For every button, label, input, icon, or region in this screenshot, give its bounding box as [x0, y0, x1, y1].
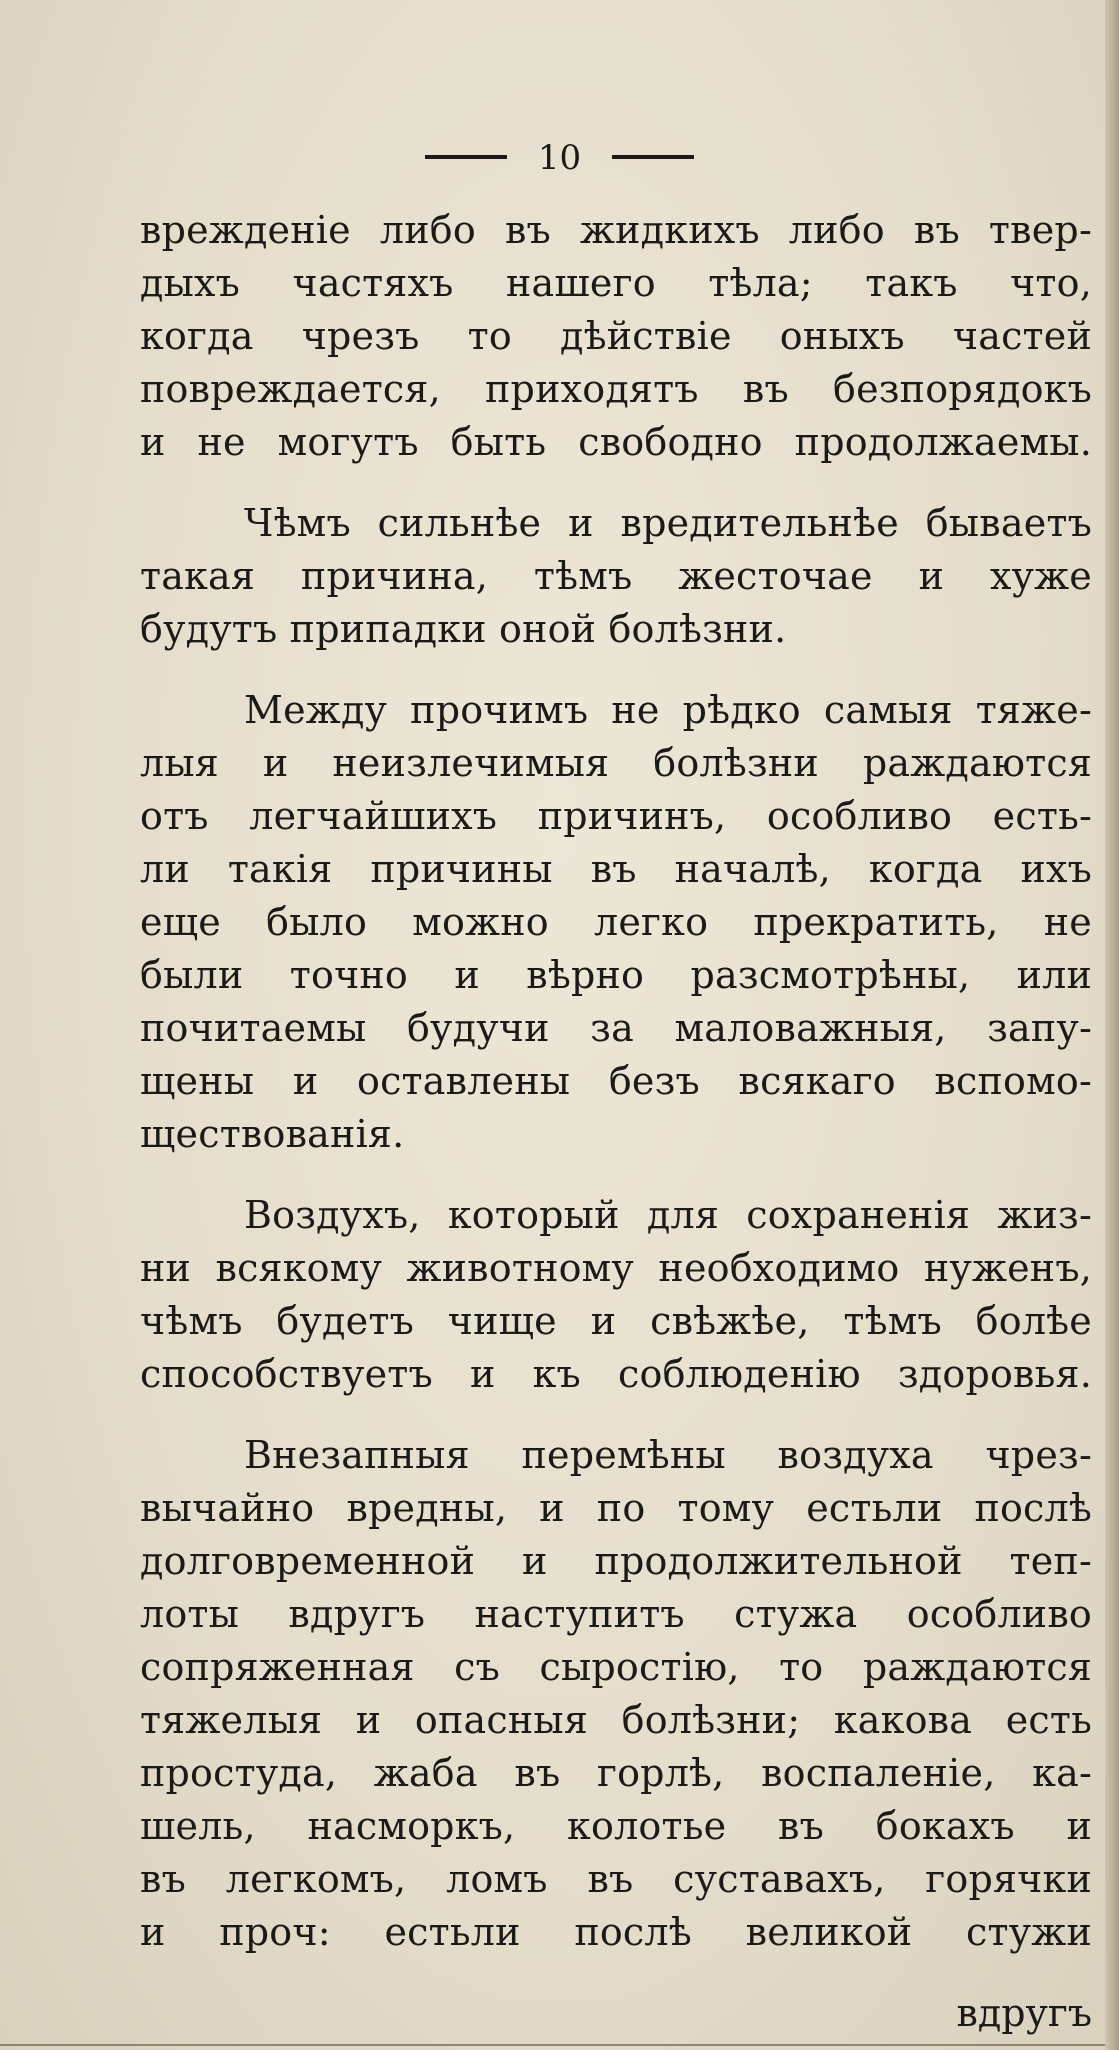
text-line: и не могутъ быть свободно продолжаемы. [140, 420, 1092, 464]
text-line: въ легкомъ, ломъ въ суставахъ, горячки [140, 1857, 1092, 1901]
text-line: шель, насморкъ, колотье въ бокахъ и [140, 1804, 1092, 1848]
page-header [0, 138, 1119, 178]
text-line: тяжелыя и опасныя болѣзни; какова есть [140, 1698, 1092, 1742]
text-line: вычайно вредны, и по тому естьли послѣ [140, 1486, 1092, 1530]
text-line: долговременной и продолжительной теп- [140, 1539, 1092, 1583]
header-dash-left [425, 155, 507, 159]
text-line: отъ легчайшихъ причинъ, особливо есть- [140, 794, 1092, 838]
page-edge [1105, 0, 1119, 2050]
text-line: почитаемы будучи за маловажныя, запу- [140, 1006, 1092, 1050]
text-line: когда чрезъ то дѣйствiе оныхъ частей [140, 314, 1092, 358]
text-line: были точно и вѣрно разсмотрѣны, или [140, 953, 1092, 997]
paragraph [140, 497, 1092, 656]
body-text [140, 204, 1092, 2040]
text-line: врежденiе либо въ жидкихъ либо въ твер- [140, 208, 1092, 252]
paragraph [140, 684, 1092, 1161]
text-line: ли такiя причины въ началѣ, когда ихъ [140, 847, 1092, 891]
catchword: вдругъ [956, 1991, 1092, 2035]
text-line: дыхъ частяхъ нашего тѣла; такъ что, [140, 261, 1092, 305]
text-line: такая причина, тѣмъ жесточае и хуже [140, 554, 1092, 598]
text-line: и проч: естьли послѣ великой стужи [140, 1910, 1092, 1954]
text-line: повреждается, приходятъ въ безпорядокъ [140, 367, 1092, 411]
header-dash-right [612, 155, 694, 159]
text-line: лоты вдругъ наступитъ стужа особливо [140, 1592, 1092, 1636]
text-line: сопряженная съ сыростiю, то раждаются [140, 1645, 1092, 1689]
text-line: способствуетъ и къ соблюденiю здоровья. [140, 1352, 1092, 1396]
paragraph [140, 1429, 1092, 1959]
paragraph [140, 204, 1092, 469]
page-number: 10 [537, 138, 582, 178]
text-line: ществованiя. [140, 1112, 405, 1156]
text-line: лыя и неизлечимыя болѣзни раждаются [140, 741, 1092, 785]
text-line: Воздухъ, который для сохраненiя жиз- [244, 1193, 1092, 1237]
text-line: ни всякому животному необходимо нуженъ, [140, 1246, 1092, 1290]
bottom-rule [0, 2044, 1105, 2046]
text-line: Чѣмъ сильнѣе и вредительнѣе бываетъ [244, 501, 1092, 545]
text-line: щены и оставлены безъ всякаго вспомо- [140, 1059, 1092, 1103]
text-line: будутъ припадки оной болѣзни. [140, 607, 787, 651]
text-line: Внезапныя перемѣны воздуха чрез- [244, 1433, 1092, 1477]
text-line: Между прочимъ не рѣдко самыя тяже- [244, 688, 1092, 732]
text-line: простуда, жаба въ горлѣ, воспаленiе, ка- [140, 1751, 1092, 1795]
text-line: чѣмъ будетъ чище и свѣжѣе, тѣмъ болѣе [140, 1299, 1092, 1343]
text-line: еще было можно легко прекратить, не [140, 900, 1092, 944]
paragraph [140, 1189, 1092, 1401]
